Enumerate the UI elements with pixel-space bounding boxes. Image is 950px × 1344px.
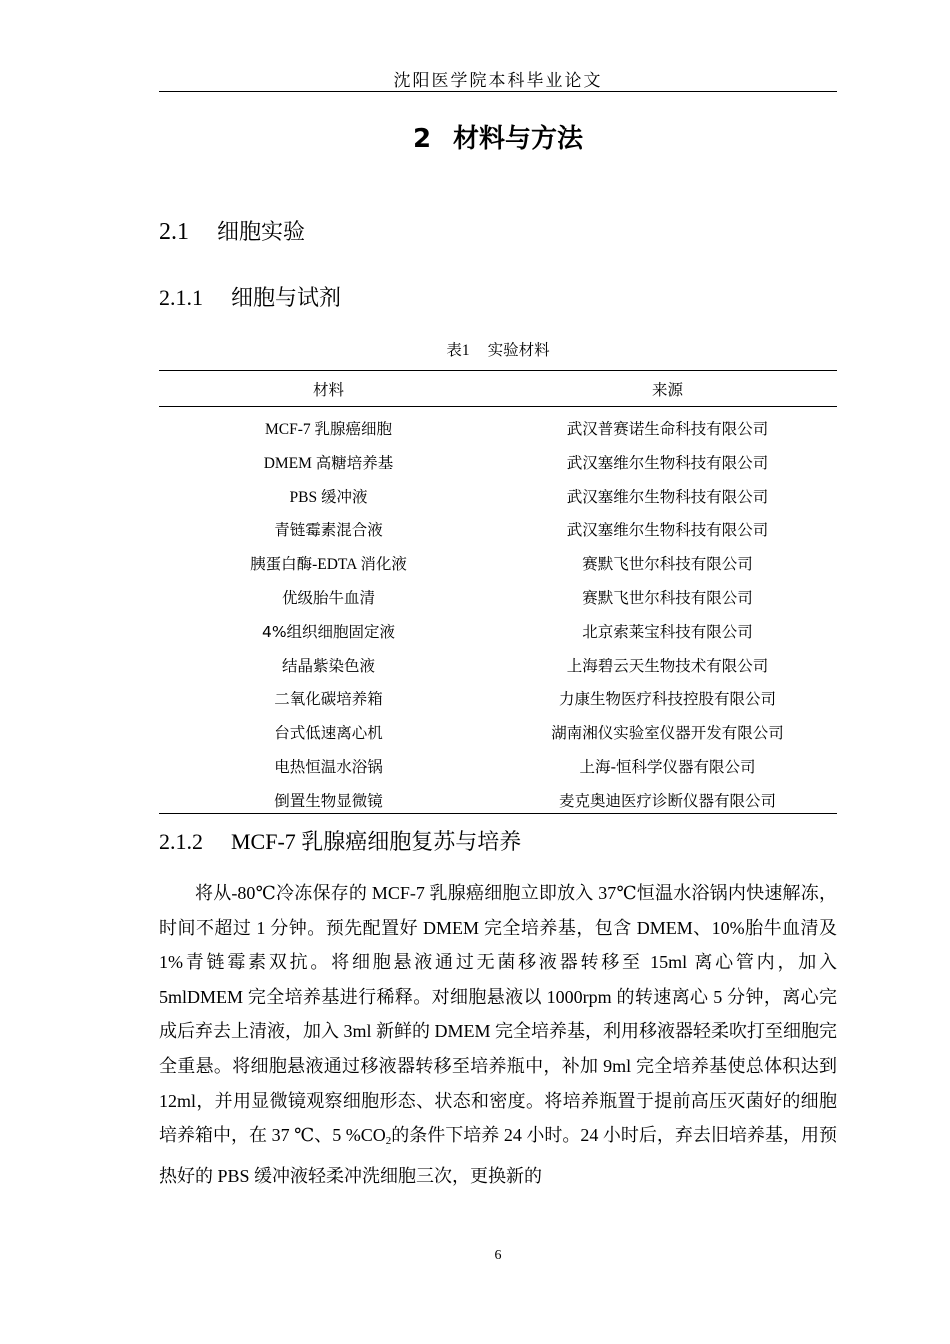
material-cell: 4%组织细胞固定液	[261, 622, 396, 641]
table-caption	[159, 338, 837, 360]
table-row	[159, 614, 837, 648]
table-row	[159, 648, 837, 682]
page-number: 6	[494, 1248, 502, 1263]
table-row	[159, 682, 837, 716]
material-cell: 电热恒温水浴锅	[274, 758, 383, 777]
material-cell: 优级胎牛血清	[281, 589, 375, 608]
source-cell: 武汉塞维尔生物科技有限公司	[566, 521, 769, 540]
source-cell: 武汉塞维尔生物科技有限公司	[566, 487, 769, 506]
material-cell: 台式低速离心机	[274, 724, 383, 743]
body-text	[159, 876, 837, 1193]
material-cell: MCF-7 乳腺癌细胞	[264, 421, 393, 438]
table-header-material: 材料	[312, 381, 344, 399]
table-caption-number: 表1	[446, 342, 470, 359]
table-row	[159, 783, 837, 817]
paper-page	[159, 0, 837, 1344]
chapter-title	[159, 119, 837, 159]
header-rule	[159, 91, 837, 92]
material-cell: 二氧化碳培养箱	[274, 690, 383, 709]
table-header-row	[159, 371, 837, 407]
table-row	[159, 546, 837, 580]
section-title: 细胞与试剂	[231, 286, 342, 311]
materials-table	[159, 371, 837, 817]
section-number: 2.1	[159, 219, 189, 245]
table-row	[159, 749, 837, 783]
section-heading-2-1-2	[159, 825, 521, 859]
source-cell: 武汉普赛诺生命科技有限公司	[566, 420, 769, 438]
chapter-title-text: 材料与方法	[453, 124, 584, 154]
source-cell: 力康生物医疗科技控股有限公司	[558, 690, 776, 709]
source-cell: 北京索莱宝科技有限公司	[582, 622, 753, 641]
body-paragraph	[159, 876, 837, 1193]
source-cell: 武汉塞维尔生物科技有限公司	[566, 453, 769, 472]
paragraph-text: 将从-80℃冷冻保存的 MCF-7 乳腺癌细胞立即放入 37℃恒温水浴锅内快速解冻，时间不超过 1 分钟。预先配置好 DMEM 完全培养基，包含 DMEM、10%胎牛血清及 1%青链霉素双抗。将细胞悬液通过无菌移液器转移至 15ml 离心管内，加入 5mlDMEM 完全培养基进行稀释。对细胞悬液以 1000rpm 的转速离心 5 分钟，离心完成后弃去上清液，加入 3ml 新鲜的 DMEM 完全培养基，利用移液器轻柔吹打至细胞完全重悬。将细胞悬液通过移液器转移至培养瓶中，补加 9ml 完全培养基使总体积达到 12ml，并用显微镜观察细胞形态、状态和密度。将培养瓶置于提前高压灭菌好的细胞培养箱中，在 37 ℃、5 %CO	[159, 883, 838, 1146]
paragraph-text-continued: 的条件下培养 24 小时。24 小时后，弃去旧培养基，用预热好的 PBS 缓冲液轻柔冲洗细胞三次，更换新的	[159, 1125, 837, 1186]
table-caption-title: 实验材料	[487, 342, 550, 359]
material-cell: 结晶紫染色液	[281, 656, 375, 675]
table-header-source: 来源	[651, 381, 683, 399]
chapter-number: 2	[412, 124, 432, 154]
running-header: 沈阳医学院本科毕业论文	[393, 71, 603, 90]
source-cell: 湖南湘仪实验室仪器开发有限公司	[551, 724, 784, 743]
table-row	[159, 445, 837, 479]
table-row	[159, 580, 837, 614]
source-cell: 上海-恒科学仪器有限公司	[579, 758, 756, 777]
table-row	[159, 407, 837, 445]
table-row	[159, 513, 837, 547]
co2-subscript: 2	[385, 1135, 392, 1148]
section-heading-2-1	[159, 214, 305, 251]
section-number: 2.1.1	[159, 285, 203, 310]
source-cell: 麦克奥迪医疗诊断仪器有限公司	[558, 791, 776, 810]
material-cell: 青链霉素混合液	[274, 521, 383, 540]
section-number: 2.1.2	[159, 829, 203, 854]
material-cell: PBS 缓冲液	[289, 488, 368, 506]
table-row	[159, 715, 837, 749]
material-cell: 倒置生物显微镜	[274, 791, 383, 810]
section-title: 细胞实验	[217, 220, 306, 245]
material-cell: DMEM 高糖培养基	[263, 454, 394, 472]
table-row	[159, 479, 837, 513]
section-title: MCF-7 乳腺癌细胞复苏与培养	[231, 829, 522, 854]
material-cell: 胰蛋白酶-EDTA 消化液	[250, 556, 407, 574]
section-heading-2-1-1	[159, 281, 341, 316]
source-cell: 赛默飞世尔科技有限公司	[582, 589, 753, 608]
source-cell: 上海碧云天生物技术有限公司	[566, 656, 769, 675]
source-cell: 赛默飞世尔科技有限公司	[582, 555, 753, 574]
